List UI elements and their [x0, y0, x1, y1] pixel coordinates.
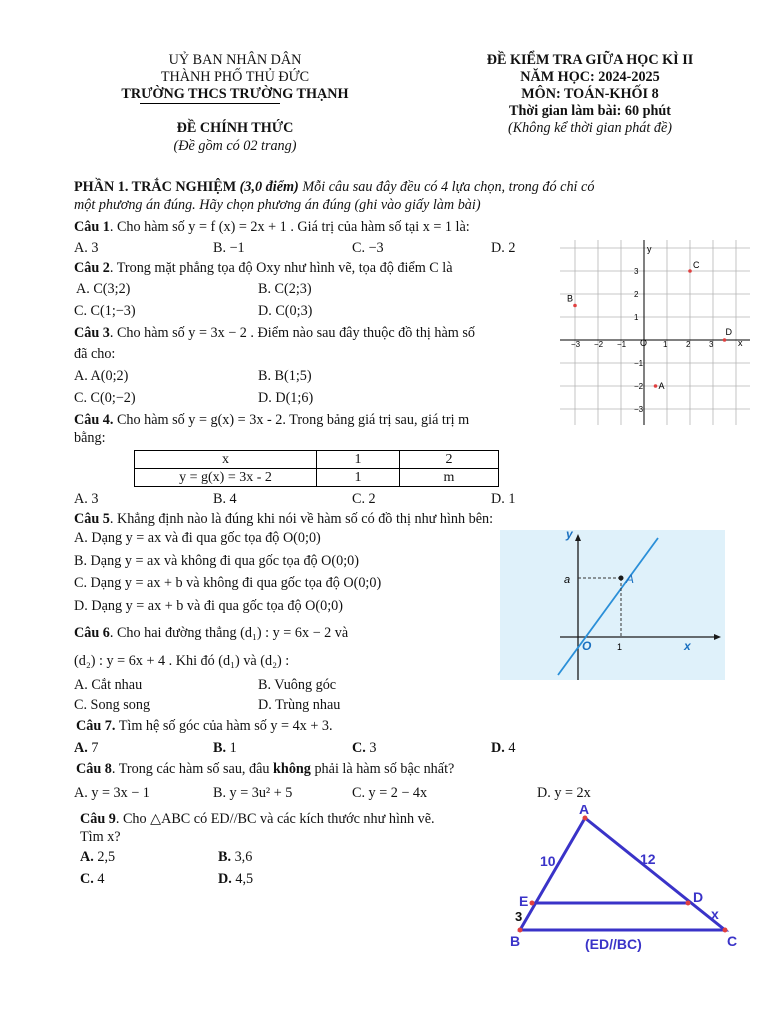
- unit-tick-label: 1: [617, 642, 623, 652]
- q7-b-label: B.: [213, 740, 227, 756]
- q3-text: . Cho hàm số y = 3x − 2 . Điểm nào sau đây thuộc đồ thị hàm số: [109, 325, 476, 341]
- label-c: C: [727, 933, 738, 949]
- exam-time: Thời gian làm bài: 60 phút: [509, 103, 671, 119]
- point-d-marker: [723, 338, 727, 342]
- header-right: [440, 52, 740, 137]
- q1-label: Câu 1: [74, 219, 110, 235]
- label-d: D: [693, 889, 704, 905]
- question-4: [74, 411, 469, 430]
- table-cell: 1: [317, 451, 400, 469]
- q1-option-a: A. 3: [74, 240, 99, 256]
- x-tick-label: −3: [571, 340, 581, 349]
- grid-lines: [560, 240, 750, 425]
- q9-d-label: D.: [218, 871, 232, 887]
- part1-instruction-2: một phương án đúng. Hãy chọn phương án đúng (ghi vào giấy làm bài): [74, 197, 481, 213]
- q9-label: Câu 9: [80, 811, 116, 827]
- parallel-caption: (ED//BC): [585, 936, 642, 952]
- q6-text: . Cho hai đường thẳng (d₁) : y = 6x − 2 và: [109, 625, 349, 641]
- q2-option-d: D. C(0;3): [258, 303, 313, 319]
- q9-c-value: 4: [93, 871, 105, 887]
- q9-option-a: [80, 849, 115, 866]
- q5-option-d: D. Dạng y = ax + b và đi qua gốc tọa độ O(0;0): [74, 598, 343, 614]
- table-cell: x: [135, 451, 317, 469]
- q5-option-c: C. Dạng y = ax + b và không đi qua gốc tọa độ O(0;0): [74, 575, 382, 591]
- label-a: A: [579, 805, 590, 817]
- q8-option-d: D. y = 2x: [537, 785, 591, 801]
- point-e-marker: [530, 901, 535, 906]
- label-b: B: [510, 933, 521, 949]
- length-ae: 10: [540, 853, 556, 869]
- q4-option-a: A. 3: [74, 491, 99, 507]
- table-cell: y = g(x) = 3x - 2: [135, 469, 317, 487]
- q5-label: Câu 5: [74, 511, 110, 527]
- q6-text-2: (d₂) : y = 6x + 4 . Khi đó (d₁) và (d₂) :: [74, 653, 290, 669]
- part1-heading: [74, 178, 714, 197]
- y-tick-label: 3: [634, 267, 639, 276]
- q8-text-b: phải là hàm số bậc nhất?: [310, 761, 455, 777]
- q9-text: . Cho △ABC có ED//BC và các kích thước như hình vẽ.: [115, 811, 435, 827]
- table-cell: 1: [317, 469, 400, 487]
- q9-option-c: [80, 871, 104, 888]
- triangle-figure: [505, 805, 745, 955]
- x-tick-label: −2: [594, 340, 604, 349]
- q1-option-b: B. −1: [213, 240, 245, 256]
- point-c-label: C: [693, 260, 700, 270]
- school-year: NĂM HỌC: 2024-2025: [520, 69, 660, 85]
- q3-option-a: A. A(0;2): [74, 368, 129, 384]
- table-cell: m: [400, 469, 499, 487]
- q2-text: . Trong mặt phẳng tọa độ Oxy như hình vẽ, tọa độ điểm C là: [109, 260, 453, 276]
- q6-option-a: A. Cắt nhau: [74, 677, 143, 693]
- label-e: E: [519, 893, 529, 909]
- triangle-abc: [520, 818, 725, 930]
- q5-option-b: B. Dạng y = ax và không đi qua gốc tọa độ O(0;0): [74, 553, 359, 569]
- q8-option-a: A. y = 3x − 1: [74, 785, 150, 801]
- q5-option-a: A. Dạng y = ax và đi qua gốc tọa độ O(0;0): [74, 530, 321, 546]
- q4-label: Câu 4.: [74, 412, 114, 428]
- time-note: (Không kể thời gian phát đề): [507, 120, 672, 136]
- q2-label: Câu 2: [74, 260, 110, 276]
- q3-option-b: B. B(1;5): [258, 368, 312, 384]
- x-label: x: [684, 639, 691, 653]
- q9-b-value: 3,6: [231, 849, 253, 865]
- q7-option-a: [74, 740, 98, 757]
- point-d-label: D: [725, 327, 732, 337]
- q8-text-bold: không: [273, 761, 311, 777]
- q4-option-b: B. 4: [213, 491, 237, 507]
- q2-option-b: B. C(2;3): [258, 281, 312, 297]
- question-9: [80, 810, 435, 829]
- table-cell: 2: [400, 451, 499, 469]
- q5-text: . Khẳng định nào là đúng khi nói về hàm số có đồ thị như hình bên:: [109, 511, 494, 527]
- q6-label: Câu 6: [74, 625, 110, 641]
- q4-option-c: C. 2: [352, 491, 376, 507]
- q7-d-label: D.: [491, 740, 505, 756]
- q7-d-value: 4: [504, 740, 516, 756]
- vertex-c-marker: [723, 928, 728, 933]
- q9-a-label: A.: [80, 849, 94, 865]
- q3-label: Câu 3: [74, 325, 110, 341]
- q3-option-d: D. D(1;6): [258, 390, 314, 406]
- q7-option-b: [213, 740, 237, 757]
- y-tick-label: −3: [634, 405, 644, 414]
- q3-text-2: đã cho:: [74, 346, 116, 362]
- point-a-label: A: [626, 572, 635, 586]
- q4-text-2: bằng:: [74, 430, 106, 446]
- q7-c-label: C.: [352, 740, 366, 756]
- question-8: [76, 760, 454, 779]
- grid-points: [567, 260, 733, 391]
- part1-title: PHẦN 1. TRẮC NGHIỆM: [74, 179, 237, 195]
- x-tick-label: 1: [663, 340, 668, 349]
- point-c-marker: [688, 269, 692, 273]
- authority-line: UỶ BAN NHÂN DÂN: [168, 52, 302, 68]
- point-d-marker: [686, 901, 691, 906]
- q6-option-c: C. Song song: [74, 697, 151, 713]
- q1-option-d: D. 2: [491, 240, 516, 256]
- q8-text-a: . Trong các hàm số sau, đâu: [111, 761, 274, 777]
- q7-label: Câu 7.: [76, 718, 116, 734]
- vertex-b-marker: [518, 928, 523, 933]
- subject: MÔN: TOÁN-KHỐI 8: [521, 86, 659, 102]
- exam-title: ĐỀ KIỂM TRA GIỮA HỌC KÌ II: [486, 52, 694, 68]
- y-tick-label: 2: [634, 290, 639, 299]
- q9-text-2: Tìm x?: [80, 829, 121, 845]
- q7-b-value: 1: [226, 740, 237, 756]
- header-left: [100, 52, 370, 103]
- q6-option-b: B. Vuông góc: [258, 677, 337, 693]
- question-7: [76, 717, 333, 736]
- official-label: ĐỀ CHÍNH THỨC: [176, 120, 294, 136]
- q1-text: . Cho hàm số y = f (x) = 2x + 1 . Giá trị của hàm số tại x = 1 là:: [109, 219, 470, 235]
- q7-a-value: 7: [87, 740, 99, 756]
- x-tick-label: 3: [709, 340, 714, 349]
- q1-option-c: C. −3: [352, 240, 384, 256]
- x-axis-label: x: [738, 338, 743, 348]
- x-tick-label: 2: [686, 340, 691, 349]
- point-a-marker: [654, 384, 658, 388]
- question-5: [74, 510, 493, 529]
- part1-instruction: Mỗi câu sau đây đều có 4 lựa chọn, trong đó chỉ có: [302, 179, 595, 195]
- length-eb: 3: [515, 909, 523, 924]
- x-tick-label: −1: [617, 340, 627, 349]
- a-label: a: [564, 574, 571, 586]
- question-2: [74, 259, 453, 278]
- value-table: [134, 450, 499, 487]
- q7-a-label: A.: [74, 740, 88, 756]
- y-tick-label: −1: [634, 359, 644, 368]
- q9-d-value: 4,5: [231, 871, 254, 887]
- y-axis-label: y: [647, 244, 652, 254]
- point-b-marker: [573, 304, 577, 308]
- y-tick-label: 1: [634, 313, 639, 322]
- q4-text: Cho hàm số y = g(x) = 3x - 2. Trong bảng giá trị sau, giá trị m: [113, 412, 470, 428]
- question-6: [74, 624, 348, 643]
- length-ad: 12: [640, 851, 656, 867]
- q9-c-label: C.: [80, 871, 94, 887]
- question-3: [74, 324, 475, 343]
- coordinate-grid-figure: [560, 240, 750, 425]
- q8-option-b: B. y = 3u² + 5: [213, 785, 293, 801]
- q6-option-d: D. Trùng nhau: [258, 697, 341, 713]
- school-underline: [140, 103, 280, 104]
- table-row: [135, 469, 499, 487]
- part1-points: (3,0 điểm): [239, 179, 299, 195]
- figure-background: [500, 530, 725, 680]
- page-count-note: (Đề gồm có 02 trang): [173, 138, 297, 154]
- q7-c-value: 3: [365, 740, 377, 756]
- q3-option-c: C. C(0;−2): [74, 390, 136, 406]
- q7-option-c: [352, 740, 376, 757]
- q8-label: Câu 8: [76, 761, 112, 777]
- city-line: THÀNH PHỐ THỦ ĐỨC: [160, 69, 310, 85]
- q9-b-label: B.: [218, 849, 232, 865]
- y-label: y: [566, 530, 573, 541]
- q4-option-d: D. 1: [491, 491, 516, 507]
- table-row: [135, 451, 499, 469]
- q9-a-value: 2,5: [93, 849, 116, 865]
- length-dc: x: [711, 906, 719, 922]
- q8-option-c: C. y = 2 − 4x: [352, 785, 428, 801]
- origin-label: O: [640, 338, 648, 348]
- point-a-label: A: [658, 381, 665, 391]
- q2-option-a: A. C(3;2): [76, 281, 131, 297]
- origin-label: O: [582, 639, 592, 653]
- q9-option-d: [218, 871, 253, 888]
- q7-option-d: [491, 740, 515, 757]
- point-b-label: B: [567, 293, 574, 304]
- linear-function-figure: [500, 530, 725, 680]
- point-a-marker: [619, 576, 624, 581]
- q9-option-b: [218, 849, 252, 866]
- y-tick-label: −2: [634, 382, 644, 391]
- q7-text: Tìm hệ số góc của hàm số y = 4x + 3.: [115, 718, 333, 734]
- question-1: [74, 218, 470, 237]
- school-name: TRƯỜNG THCS TRƯỜNG THẠNH: [121, 86, 349, 102]
- q2-option-c: C. C(1;−3): [74, 303, 136, 319]
